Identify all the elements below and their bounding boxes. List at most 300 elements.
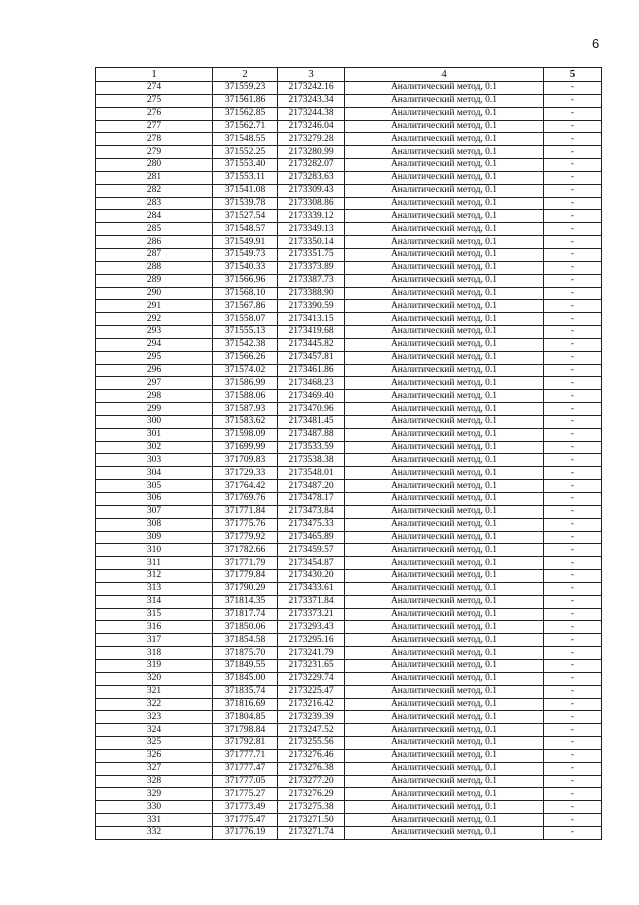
- cell-y-coordinate: 2173241.79: [278, 647, 345, 660]
- table-row: [96, 724, 602, 737]
- cell-method: Аналитический метод, 0.1: [345, 403, 544, 416]
- cell-y-coordinate: 2173481.45: [278, 415, 345, 428]
- cell-description: -: [544, 531, 602, 544]
- cell-y-coordinate: 2173457.81: [278, 351, 345, 364]
- cell-description: -: [544, 133, 602, 146]
- cell-point-number: 288: [96, 261, 213, 274]
- cell-point-number: 312: [96, 570, 213, 583]
- cell-point-number: 322: [96, 698, 213, 711]
- cell-point-number: 302: [96, 441, 213, 454]
- cell-description: -: [544, 210, 602, 223]
- cell-y-coordinate: 2173216.42: [278, 698, 345, 711]
- cell-x-coordinate: 371552.25: [213, 146, 278, 159]
- cell-x-coordinate: 371814.35: [213, 595, 278, 608]
- cell-point-number: 290: [96, 287, 213, 300]
- cell-description: -: [544, 493, 602, 506]
- cell-description: -: [544, 801, 602, 814]
- cell-method: Аналитический метод, 0.1: [345, 133, 544, 146]
- cell-point-number: 330: [96, 801, 213, 814]
- cell-x-coordinate: 371779.84: [213, 570, 278, 583]
- cell-method: Аналитический метод, 0.1: [345, 531, 544, 544]
- cell-y-coordinate: 2173276.38: [278, 762, 345, 775]
- cell-x-coordinate: 371729.33: [213, 467, 278, 480]
- cell-point-number: 298: [96, 390, 213, 403]
- cell-method: Аналитический метод, 0.1: [345, 428, 544, 441]
- cell-point-number: 289: [96, 274, 213, 287]
- cell-x-coordinate: 371777.71: [213, 749, 278, 762]
- table-row: [96, 557, 602, 570]
- cell-method: Аналитический метод, 0.1: [345, 210, 544, 223]
- cell-description: -: [544, 184, 602, 197]
- cell-method: Аналитический метод, 0.1: [345, 184, 544, 197]
- cell-description: -: [544, 685, 602, 698]
- cell-y-coordinate: 2173279.28: [278, 133, 345, 146]
- cell-y-coordinate: 2173247.52: [278, 724, 345, 737]
- cell-method: Аналитический метод, 0.1: [345, 82, 544, 95]
- cell-point-number: 286: [96, 236, 213, 249]
- cell-x-coordinate: 371548.57: [213, 223, 278, 236]
- cell-x-coordinate: 371568.10: [213, 287, 278, 300]
- cell-x-coordinate: 371555.13: [213, 326, 278, 339]
- cell-description: -: [544, 146, 602, 159]
- cell-x-coordinate: 371764.42: [213, 480, 278, 493]
- table-row: [96, 171, 602, 184]
- table-row: [96, 146, 602, 159]
- cell-point-number: 308: [96, 518, 213, 531]
- cell-description: -: [544, 94, 602, 107]
- cell-x-coordinate: 371792.81: [213, 737, 278, 750]
- cell-y-coordinate: 2173430.20: [278, 570, 345, 583]
- cell-description: -: [544, 82, 602, 95]
- table-row: [96, 608, 602, 621]
- cell-method: Аналитический метод, 0.1: [345, 518, 544, 531]
- cell-x-coordinate: 371553.11: [213, 171, 278, 184]
- cell-x-coordinate: 371850.06: [213, 621, 278, 634]
- cell-y-coordinate: 2173255.56: [278, 737, 345, 750]
- column-header-x: 2: [213, 68, 278, 82]
- cell-point-number: 285: [96, 223, 213, 236]
- cell-y-coordinate: 2173339.12: [278, 210, 345, 223]
- cell-method: Аналитический метод, 0.1: [345, 608, 544, 621]
- cell-point-number: 276: [96, 107, 213, 120]
- table-row: [96, 313, 602, 326]
- cell-y-coordinate: 2173271.74: [278, 826, 345, 839]
- cell-method: Аналитический метод, 0.1: [345, 737, 544, 750]
- cell-y-coordinate: 2173433.61: [278, 582, 345, 595]
- cell-x-coordinate: 371790.29: [213, 582, 278, 595]
- table-row: [96, 94, 602, 107]
- cell-x-coordinate: 371835.74: [213, 685, 278, 698]
- table-row: [96, 737, 602, 750]
- cell-y-coordinate: 2173445.82: [278, 338, 345, 351]
- cell-y-coordinate: 2173277.20: [278, 775, 345, 788]
- coordinates-table: [95, 67, 602, 840]
- cell-description: -: [544, 582, 602, 595]
- cell-point-number: 287: [96, 248, 213, 261]
- table-row: [96, 814, 602, 827]
- cell-y-coordinate: 2173243.34: [278, 94, 345, 107]
- cell-x-coordinate: 371559.23: [213, 82, 278, 95]
- cell-x-coordinate: 371566.96: [213, 274, 278, 287]
- table-row: [96, 480, 602, 493]
- table-row: [96, 300, 602, 313]
- cell-y-coordinate: 2173351.75: [278, 248, 345, 261]
- cell-point-number: 275: [96, 94, 213, 107]
- cell-description: -: [544, 415, 602, 428]
- cell-method: Аналитический метод, 0.1: [345, 724, 544, 737]
- cell-y-coordinate: 2173242.16: [278, 82, 345, 95]
- cell-y-coordinate: 2173538.38: [278, 454, 345, 467]
- cell-x-coordinate: 371699.99: [213, 441, 278, 454]
- cell-y-coordinate: 2173470.96: [278, 403, 345, 416]
- cell-y-coordinate: 2173309.43: [278, 184, 345, 197]
- table-row: [96, 454, 602, 467]
- cell-point-number: 304: [96, 467, 213, 480]
- cell-description: -: [544, 698, 602, 711]
- table-row: [96, 570, 602, 583]
- cell-method: Аналитический метод, 0.1: [345, 801, 544, 814]
- cell-method: Аналитический метод, 0.1: [345, 415, 544, 428]
- cell-point-number: 292: [96, 313, 213, 326]
- cell-method: Аналитический метод, 0.1: [345, 300, 544, 313]
- cell-point-number: 284: [96, 210, 213, 223]
- cell-description: -: [544, 647, 602, 660]
- cell-y-coordinate: 2173373.89: [278, 261, 345, 274]
- cell-x-coordinate: 371574.02: [213, 364, 278, 377]
- cell-method: Аналитический метод, 0.1: [345, 261, 544, 274]
- cell-x-coordinate: 371771.79: [213, 557, 278, 570]
- table-row: [96, 351, 602, 364]
- cell-y-coordinate: 2173229.74: [278, 672, 345, 685]
- cell-x-coordinate: 371775.27: [213, 788, 278, 801]
- cell-y-coordinate: 2173454.87: [278, 557, 345, 570]
- cell-description: -: [544, 826, 602, 839]
- cell-point-number: 277: [96, 120, 213, 133]
- cell-y-coordinate: 2173548.01: [278, 467, 345, 480]
- cell-x-coordinate: 371777.05: [213, 775, 278, 788]
- cell-description: -: [544, 608, 602, 621]
- cell-description: -: [544, 326, 602, 339]
- cell-method: Аналитический метод, 0.1: [345, 248, 544, 261]
- cell-y-coordinate: 2173533.59: [278, 441, 345, 454]
- cell-x-coordinate: 371854.58: [213, 634, 278, 647]
- cell-method: Аналитический метод, 0.1: [345, 557, 544, 570]
- cell-method: Аналитический метод, 0.1: [345, 493, 544, 506]
- cell-description: -: [544, 570, 602, 583]
- cell-description: -: [544, 390, 602, 403]
- cell-method: Аналитический метод, 0.1: [345, 582, 544, 595]
- cell-description: -: [544, 107, 602, 120]
- cell-point-number: 305: [96, 480, 213, 493]
- cell-description: -: [544, 724, 602, 737]
- cell-y-coordinate: 2173293.43: [278, 621, 345, 634]
- cell-x-coordinate: 371549.73: [213, 248, 278, 261]
- cell-point-number: 293: [96, 326, 213, 339]
- cell-description: -: [544, 749, 602, 762]
- cell-x-coordinate: 371562.85: [213, 107, 278, 120]
- cell-description: -: [544, 557, 602, 570]
- cell-x-coordinate: 371779.92: [213, 531, 278, 544]
- table-row: [96, 223, 602, 236]
- cell-y-coordinate: 2173231.65: [278, 659, 345, 672]
- cell-description: -: [544, 595, 602, 608]
- cell-description: -: [544, 467, 602, 480]
- column-header-method: 4: [345, 68, 544, 82]
- cell-x-coordinate: 371849.55: [213, 659, 278, 672]
- table-row: [96, 621, 602, 634]
- column-header-description: 5: [544, 68, 602, 82]
- table-row: [96, 274, 602, 287]
- table-body: [96, 82, 602, 840]
- cell-method: Аналитический метод, 0.1: [345, 197, 544, 210]
- table-row: [96, 338, 602, 351]
- table-row: [96, 518, 602, 531]
- cell-method: Аналитический метод, 0.1: [345, 505, 544, 518]
- cell-method: Аналитический метод, 0.1: [345, 647, 544, 660]
- cell-x-coordinate: 371561.86: [213, 94, 278, 107]
- cell-x-coordinate: 371539.78: [213, 197, 278, 210]
- cell-point-number: 326: [96, 749, 213, 762]
- cell-x-coordinate: 371549.91: [213, 236, 278, 249]
- table-row: [96, 236, 602, 249]
- cell-method: Аналитический метод, 0.1: [345, 236, 544, 249]
- table-row: [96, 788, 602, 801]
- cell-point-number: 296: [96, 364, 213, 377]
- table-row: [96, 531, 602, 544]
- table-row: [96, 634, 602, 647]
- cell-method: Аналитический метод, 0.1: [345, 659, 544, 672]
- cell-description: -: [544, 441, 602, 454]
- cell-method: Аналитический метод, 0.1: [345, 467, 544, 480]
- table-row: [96, 775, 602, 788]
- cell-point-number: 311: [96, 557, 213, 570]
- cell-y-coordinate: 2173390.59: [278, 300, 345, 313]
- cell-y-coordinate: 2173295.16: [278, 634, 345, 647]
- cell-y-coordinate: 2173308.86: [278, 197, 345, 210]
- cell-y-coordinate: 2173283.63: [278, 171, 345, 184]
- cell-y-coordinate: 2173225.47: [278, 685, 345, 698]
- cell-description: -: [544, 377, 602, 390]
- cell-point-number: 306: [96, 493, 213, 506]
- cell-point-number: 278: [96, 133, 213, 146]
- cell-description: -: [544, 659, 602, 672]
- table-row: [96, 582, 602, 595]
- cell-method: Аналитический метод, 0.1: [345, 711, 544, 724]
- cell-point-number: 325: [96, 737, 213, 750]
- cell-y-coordinate: 2173276.46: [278, 749, 345, 762]
- column-header-point-number: 1: [96, 68, 213, 82]
- cell-description: -: [544, 171, 602, 184]
- cell-description: -: [544, 351, 602, 364]
- table-row: [96, 685, 602, 698]
- cell-x-coordinate: 371816.69: [213, 698, 278, 711]
- cell-description: -: [544, 236, 602, 249]
- cell-x-coordinate: 371558.07: [213, 313, 278, 326]
- cell-y-coordinate: 2173373.21: [278, 608, 345, 621]
- cell-method: Аналитический метод, 0.1: [345, 762, 544, 775]
- cell-y-coordinate: 2173465.89: [278, 531, 345, 544]
- cell-description: -: [544, 197, 602, 210]
- cell-description: -: [544, 403, 602, 416]
- cell-y-coordinate: 2173461.86: [278, 364, 345, 377]
- table-row: [96, 672, 602, 685]
- cell-description: -: [544, 159, 602, 172]
- cell-x-coordinate: 371804.85: [213, 711, 278, 724]
- cell-point-number: 323: [96, 711, 213, 724]
- cell-x-coordinate: 371771.84: [213, 505, 278, 518]
- cell-method: Аналитический метод, 0.1: [345, 788, 544, 801]
- cell-description: -: [544, 261, 602, 274]
- cell-point-number: 274: [96, 82, 213, 95]
- cell-point-number: 279: [96, 146, 213, 159]
- cell-point-number: 318: [96, 647, 213, 660]
- table-row: [96, 493, 602, 506]
- table-row: [96, 184, 602, 197]
- cell-description: -: [544, 672, 602, 685]
- cell-x-coordinate: 371588.06: [213, 390, 278, 403]
- cell-y-coordinate: 2173475.33: [278, 518, 345, 531]
- cell-method: Аналитический метод, 0.1: [345, 274, 544, 287]
- cell-method: Аналитический метод, 0.1: [345, 621, 544, 634]
- cell-y-coordinate: 2173280.99: [278, 146, 345, 159]
- cell-point-number: 313: [96, 582, 213, 595]
- cell-description: -: [544, 621, 602, 634]
- cell-description: -: [544, 544, 602, 557]
- cell-method: Аналитический метод, 0.1: [345, 595, 544, 608]
- table-row: [96, 505, 602, 518]
- cell-y-coordinate: 2173246.04: [278, 120, 345, 133]
- cell-method: Аналитический метод, 0.1: [345, 364, 544, 377]
- cell-y-coordinate: 2173349.13: [278, 223, 345, 236]
- cell-y-coordinate: 2173239.39: [278, 711, 345, 724]
- table-row: [96, 826, 602, 839]
- cell-x-coordinate: 371773.49: [213, 801, 278, 814]
- cell-y-coordinate: 2173244.38: [278, 107, 345, 120]
- cell-x-coordinate: 371566.26: [213, 351, 278, 364]
- cell-y-coordinate: 2173469.40: [278, 390, 345, 403]
- table-row: [96, 326, 602, 339]
- cell-method: Аналитический метод, 0.1: [345, 749, 544, 762]
- cell-description: -: [544, 223, 602, 236]
- cell-y-coordinate: 2173388.90: [278, 287, 345, 300]
- table-row: [96, 647, 602, 660]
- cell-description: -: [544, 480, 602, 493]
- cell-y-coordinate: 2173413.15: [278, 313, 345, 326]
- table-row: [96, 248, 602, 261]
- table-row: [96, 415, 602, 428]
- cell-point-number: 283: [96, 197, 213, 210]
- cell-method: Аналитический метод, 0.1: [345, 826, 544, 839]
- cell-method: Аналитический метод, 0.1: [345, 171, 544, 184]
- table-row: [96, 762, 602, 775]
- cell-method: Аналитический метод, 0.1: [345, 544, 544, 557]
- cell-y-coordinate: 2173487.20: [278, 480, 345, 493]
- cell-x-coordinate: 371542.38: [213, 338, 278, 351]
- cell-x-coordinate: 371587.93: [213, 403, 278, 416]
- cell-y-coordinate: 2173275.38: [278, 801, 345, 814]
- cell-x-coordinate: 371798.84: [213, 724, 278, 737]
- cell-point-number: 297: [96, 377, 213, 390]
- cell-method: Аналитический метод, 0.1: [345, 94, 544, 107]
- table-row: [96, 698, 602, 711]
- table-row: [96, 159, 602, 172]
- cell-point-number: 327: [96, 762, 213, 775]
- cell-x-coordinate: 371817.74: [213, 608, 278, 621]
- cell-method: Аналитический метод, 0.1: [345, 146, 544, 159]
- cell-method: Аналитический метод, 0.1: [345, 672, 544, 685]
- cell-point-number: 301: [96, 428, 213, 441]
- table-row: [96, 428, 602, 441]
- cell-point-number: 295: [96, 351, 213, 364]
- cell-description: -: [544, 313, 602, 326]
- column-header-y: 3: [278, 68, 345, 82]
- cell-y-coordinate: 2173459.57: [278, 544, 345, 557]
- cell-x-coordinate: 371598.09: [213, 428, 278, 441]
- cell-x-coordinate: 371553.40: [213, 159, 278, 172]
- cell-description: -: [544, 454, 602, 467]
- cell-x-coordinate: 371586.99: [213, 377, 278, 390]
- cell-method: Аналитический метод, 0.1: [345, 775, 544, 788]
- cell-point-number: 309: [96, 531, 213, 544]
- cell-x-coordinate: 371709.83: [213, 454, 278, 467]
- table-row: [96, 403, 602, 416]
- cell-description: -: [544, 788, 602, 801]
- table-row: [96, 749, 602, 762]
- cell-description: -: [544, 711, 602, 724]
- cell-point-number: 307: [96, 505, 213, 518]
- cell-method: Аналитический метод, 0.1: [345, 287, 544, 300]
- table-header-row: [96, 68, 602, 82]
- cell-x-coordinate: 371782.66: [213, 544, 278, 557]
- cell-y-coordinate: 2173487.88: [278, 428, 345, 441]
- cell-method: Аналитический метод, 0.1: [345, 107, 544, 120]
- coordinates-table-container: [95, 67, 601, 840]
- table-row: [96, 364, 602, 377]
- cell-method: Аналитический метод, 0.1: [345, 159, 544, 172]
- cell-point-number: 303: [96, 454, 213, 467]
- cell-point-number: 299: [96, 403, 213, 416]
- cell-description: -: [544, 428, 602, 441]
- page-number: 6: [592, 36, 600, 51]
- cell-method: Аналитический метод, 0.1: [345, 698, 544, 711]
- cell-x-coordinate: 371875.70: [213, 647, 278, 660]
- cell-x-coordinate: 371548.55: [213, 133, 278, 146]
- cell-point-number: 282: [96, 184, 213, 197]
- table-row: [96, 467, 602, 480]
- cell-method: Аналитический метод, 0.1: [345, 338, 544, 351]
- cell-method: Аналитический метод, 0.1: [345, 390, 544, 403]
- cell-description: -: [544, 634, 602, 647]
- cell-description: -: [544, 737, 602, 750]
- cell-point-number: 315: [96, 608, 213, 621]
- cell-point-number: 281: [96, 171, 213, 184]
- table-row: [96, 659, 602, 672]
- cell-y-coordinate: 2173478.17: [278, 493, 345, 506]
- table-row: [96, 82, 602, 95]
- cell-description: -: [544, 120, 602, 133]
- cell-y-coordinate: 2173468.23: [278, 377, 345, 390]
- cell-y-coordinate: 2173419.68: [278, 326, 345, 339]
- cell-description: -: [544, 505, 602, 518]
- cell-method: Аналитический метод, 0.1: [345, 685, 544, 698]
- cell-x-coordinate: 371777.47: [213, 762, 278, 775]
- cell-point-number: 316: [96, 621, 213, 634]
- cell-x-coordinate: 371541.08: [213, 184, 278, 197]
- cell-point-number: 329: [96, 788, 213, 801]
- cell-method: Аналитический метод, 0.1: [345, 377, 544, 390]
- cell-method: Аналитический метод, 0.1: [345, 441, 544, 454]
- cell-method: Аналитический метод, 0.1: [345, 814, 544, 827]
